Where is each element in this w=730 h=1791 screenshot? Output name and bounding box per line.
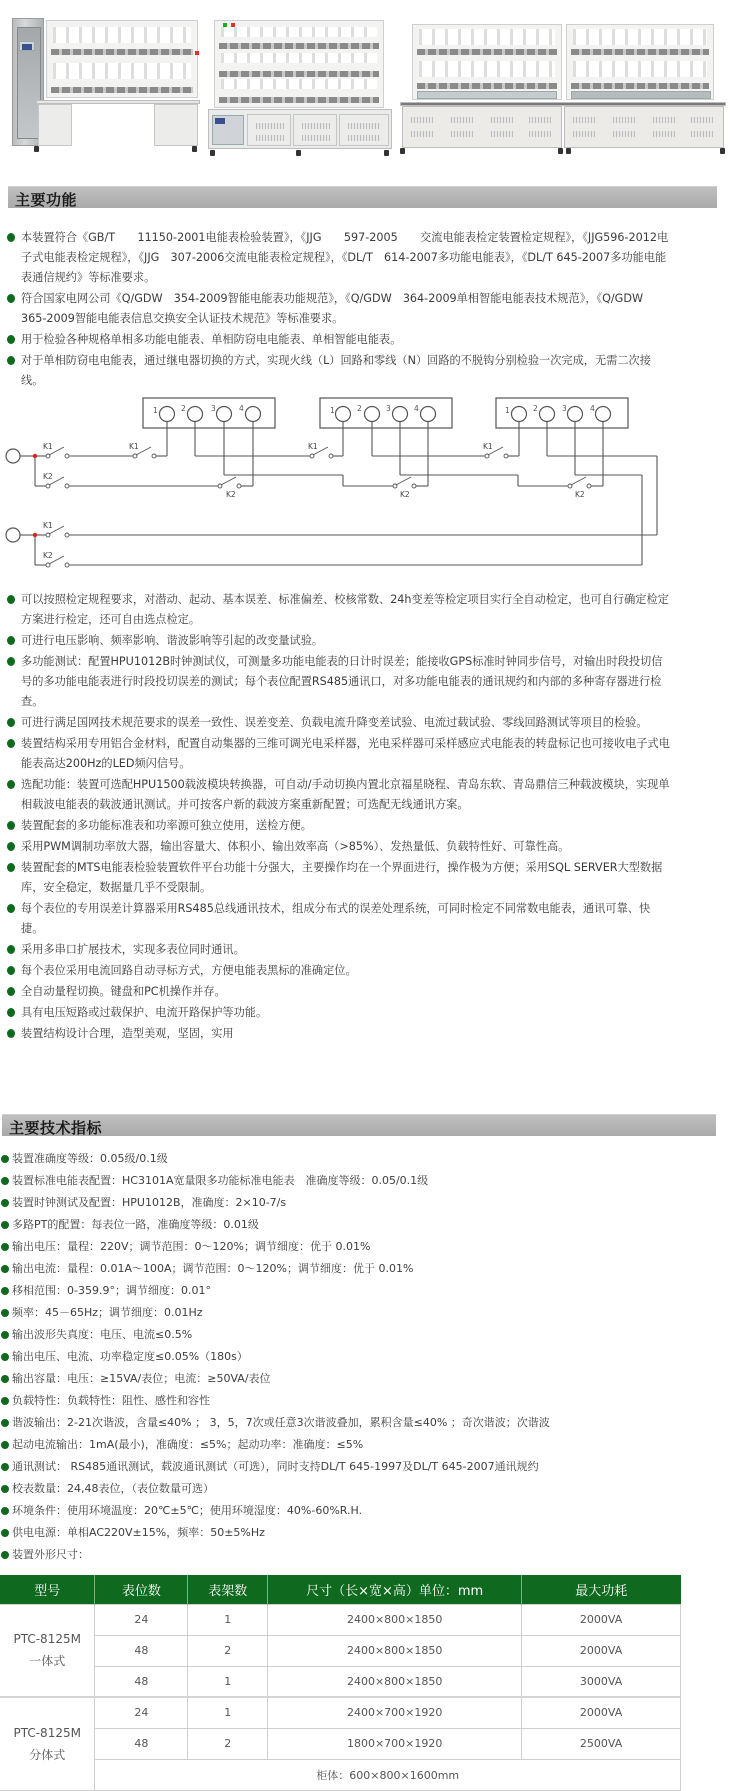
- bullet-icon: [1, 1221, 9, 1229]
- bullet-icon: [1, 1397, 9, 1405]
- svg-text:3: 3: [386, 404, 391, 413]
- bullet-icon: [1, 1485, 9, 1493]
- spec-list: [0, 1148, 720, 1566]
- feature-item: 装置结构设计合理，造型美观，坚固，实用: [5, 1024, 670, 1044]
- model-cell: PTC-8125M 一体式: [0, 1604, 95, 1697]
- bullet-icon: [1, 1441, 9, 1449]
- table-row: PTC-8125M 分体式 24 1 2400×700×1920 2000VA: [0, 1697, 681, 1728]
- bullet-icon: [7, 335, 15, 344]
- svg-text:2: 2: [357, 404, 362, 413]
- header-racks: 表架数: [188, 1575, 268, 1604]
- svg-text:3: 3: [562, 404, 567, 413]
- product-photo-3: [400, 14, 726, 154]
- section-title: 主要技术指标: [9, 1119, 103, 1137]
- feature-item: 装置配套的多功能标准表和功率源可独立使用，送检方便。: [5, 816, 670, 836]
- table-row: 48 2 2400×800×1850 2000VA: [0, 1635, 681, 1666]
- spec-item: 负载特性：负载特性：阻性、感性和容性: [0, 1390, 720, 1412]
- spec-item: 环境条件：使用环境温度：20℃±5℃；使用环境湿度：40%-60%R.H.: [0, 1500, 720, 1522]
- bullet-icon: [1, 1375, 9, 1383]
- bullet-icon: [7, 636, 15, 645]
- bullet-icon: [7, 739, 15, 748]
- bullet-icon: [1, 1265, 9, 1273]
- feature-item: 全自动量程切换。键盘和PC机操作并存。: [5, 982, 670, 1002]
- bullet-icon: [1, 1199, 9, 1207]
- spec-item: 谐波输出：2-21次谐波，含量≤40% ； 3，5，7次或任意3次谐波叠加，累积含量≤40% ；奇次谐波；次谐波: [0, 1412, 720, 1434]
- feature-item: 采用PWM调制功率放大器，输出容量大、体积小、输出效率高（>85%）、发热量低、负载特性好、可靠性高。: [5, 837, 670, 857]
- junction-dot: [33, 454, 37, 458]
- feature-item: 用于检验各种规格单相多功能电能表、单相防窃电电能表、单相智能电能表。: [5, 330, 670, 350]
- bullet-icon: [1, 1551, 9, 1559]
- bullet-icon: [7, 718, 15, 727]
- cabinet-size-cell: 柜体：600×800×1600mm: [95, 1759, 681, 1790]
- bullet-icon: [1, 1155, 9, 1163]
- bullet-icon: [7, 945, 15, 954]
- spec-item: 输出容量：电压：≥15VA/表位；电流：≥50VA/表位: [0, 1368, 720, 1390]
- feature-item: 每个表位的专用误差计算器采用RS485总线通讯技术，组成分布式的误差处理系统，可同时检定不同常数电能表，通讯可靠、快捷。: [5, 899, 670, 939]
- spec-item: 通讯测试： RS485通讯测试，载波通讯测试（可选），同时支持DL/T 645-1997及DL/T 645-2007通讯规约: [0, 1456, 720, 1478]
- table-row: PTC-8125M 一体式 24 1 2400×800×1850 2000VA: [0, 1604, 681, 1635]
- dimensions-table: [0, 1575, 681, 1791]
- header-size: 尺寸（长×宽×高）单位：mm: [268, 1575, 522, 1604]
- section-header-features: [8, 186, 717, 208]
- feature-item: 装置配套的MTS电能表检验装置软件平台功能十分强大，主要操作均在一个界面进行，操作极为方便；采用SQL SERVER大型数据库，安全稳定，数据量几乎不受限制。: [5, 858, 670, 898]
- spec-item: 输出电压：量程：220V；调节范围：0～120%；调节细度：优于 0.01%: [0, 1236, 720, 1258]
- bullet-icon: [7, 1008, 15, 1017]
- svg-text:4: 4: [414, 404, 419, 413]
- meter-frame-right: [566, 24, 714, 100]
- svg-text:K1: K1: [308, 442, 318, 451]
- bullet-icon: [1, 1529, 9, 1537]
- spec-item: 供电电源：单相AC220V±15%，频率：50±5%Hz: [0, 1522, 720, 1544]
- spec-item: 起动电流输出：1mA(最小)，准确度：≤5%；起动功率：准确度：≤5%: [0, 1434, 720, 1456]
- feature-item: 采用多串口扩展技术，实现多表位同时通讯。: [5, 940, 670, 960]
- bullet-icon: [1, 1331, 9, 1339]
- bullet-icon: [7, 294, 15, 303]
- svg-text:4: 4: [590, 404, 595, 413]
- spec-item: 装置标准电能表配置：HC3101A宽量限多功能标准电能表 准确度等级：0.05/0.1级: [0, 1170, 720, 1192]
- spec-item: 装置时钟测试及配置：HPU1012B，准确度：2×10-7/s: [0, 1192, 720, 1214]
- spec-item: 输出电压、电流、功率稳定度≤0.05%（180s）: [0, 1346, 720, 1368]
- meter-frame-left: [412, 24, 562, 100]
- relay-switching-circuit-diagram: [0, 395, 730, 575]
- svg-text:K1: K1: [483, 442, 493, 451]
- feature-item: 可进行满足国网技术规范要求的误差一致性、误差变差、负载电流升降变差试验、电流过载试验、零线回路测试等项目的检验。: [5, 713, 670, 733]
- spec-item: 输出波形失真度：电压、电流≤0.5%: [0, 1324, 720, 1346]
- bullet-icon: [7, 1029, 15, 1038]
- spec-item: 装置外形尺寸：: [0, 1544, 720, 1566]
- feature-item: 本装置符合《GB/T 11150-2001电能表检验装置》，《JJG 597-2005 交流电能表检定装置检定规程》，《JJG596-2012电子式电能表检定规程》，《JJG 307-2006交流电能表检定规程》，《DL/T 614-2007多功能电能表》，《DL/T 645-2007多功能电能表通信规约》等标准要求。: [5, 228, 670, 288]
- feature-item: 选配功能：装置可选配HPU1500载波模块转换器，可自动/手动切换内置北京福星晓程、青岛东软、青岛鼎信三种载波模块，实现单相载波电能表的载波通讯测试。并可按客户新的载波方案重新配置；可选配无线通讯方案。: [5, 775, 670, 815]
- header-power: 最大功耗: [522, 1575, 681, 1604]
- bullet-icon: [7, 904, 15, 913]
- svg-text:3: 3: [211, 404, 216, 413]
- svg-text:1: 1: [330, 406, 335, 415]
- section-title: 主要功能: [15, 191, 78, 209]
- meter-frame: [214, 20, 384, 108]
- spec-item: 多路PT的配置：每表位一路，准确度等级：0.01级: [0, 1214, 720, 1236]
- bullet-icon: [7, 356, 15, 365]
- bullet-icon: [7, 966, 15, 975]
- junction-dot: [33, 533, 37, 537]
- product-photo-1: [12, 14, 202, 154]
- svg-text:K2: K2: [43, 472, 53, 481]
- header-positions: 表位数: [95, 1575, 188, 1604]
- table-row: 48 2 1800×700×1920 2500VA: [0, 1728, 681, 1759]
- bullet-icon: [1, 1463, 9, 1471]
- bullet-icon: [1, 1177, 9, 1185]
- feature-list-bottom: [5, 590, 670, 1044]
- product-photo-strip: [0, 14, 730, 154]
- feature-item: 可进行电压影响、频率影响、谐波影响等引起的改变量试验。: [5, 631, 670, 651]
- feature-list-top: [5, 228, 670, 391]
- table-row: 48 1 2400×800×1850 3000VA: [0, 1666, 681, 1697]
- svg-text:K2: K2: [43, 551, 53, 560]
- bullet-icon: [7, 821, 15, 830]
- svg-text:2: 2: [533, 404, 538, 413]
- bullet-icon: [1, 1419, 9, 1427]
- feature-item: 可以按照检定规程要求，对潜动、起动、基本误差、标准偏差、校核常数、24h变差等检定项目实行全自动检定，也可自行确定检定方案进行检定，还可自由选点检定。: [5, 590, 670, 630]
- table-header-row: [0, 1575, 681, 1604]
- table-footer-row: [0, 1759, 681, 1790]
- bullet-icon: [7, 595, 15, 604]
- feature-item: 具有电压短路或过载保护、电流开路保护等功能。: [5, 1003, 670, 1023]
- section-header-specs: [2, 1114, 716, 1136]
- spec-item: 移相范围：0-359.9°；调节细度：0.01°: [0, 1280, 720, 1302]
- svg-text:K1: K1: [43, 521, 53, 530]
- svg-text:K2: K2: [226, 490, 236, 499]
- meter-frame: [46, 20, 198, 98]
- bullet-icon: [1, 1507, 9, 1515]
- svg-text:K1: K1: [43, 442, 53, 451]
- spec-item: 频率：45－65Hz；调节细度：0.01Hz: [0, 1302, 720, 1324]
- model-cell: PTC-8125M 分体式: [0, 1697, 95, 1790]
- bullet-icon: [7, 863, 15, 872]
- feature-item: 对于单相防窃电电能表，通过继电器切换的方式，实现火线（L）回路和零线（N）回路的不脱钩分别检验一次完成，无需二次接线。: [5, 351, 670, 391]
- spec-item: 校表数量：24,48表位，（表位数量可选）: [0, 1478, 720, 1500]
- spec-item: 输出电流：量程：0.01A～100A；调节范围：0～120%；调节细度：优于 0.01%: [0, 1258, 720, 1280]
- svg-text:4: 4: [239, 404, 244, 413]
- bullet-icon: [1, 1309, 9, 1317]
- svg-text:2: 2: [181, 404, 186, 413]
- bullet-icon: [7, 780, 15, 789]
- bullet-icon: [1, 1353, 9, 1361]
- svg-text:1: 1: [505, 406, 510, 415]
- bullet-icon: [7, 987, 15, 996]
- bullet-icon: [7, 842, 15, 851]
- bullet-icon: [7, 233, 15, 242]
- svg-text:K2: K2: [400, 490, 410, 499]
- feature-item: 每个表位采用电流回路自动寻标方式，方便电能表黑标的准确定位。: [5, 961, 670, 981]
- feature-item: 符合国家电网公司《Q/GDW 354-2009智能电能表功能规范》，《Q/GDW 364-2009单相智能电能表技术规范》，《Q/GDW 365-2009智能电能表信息交换安全认证技术规范》等标准要求。: [5, 289, 670, 329]
- svg-text:K2: K2: [575, 490, 585, 499]
- spec-item: 装置准确度等级：0.05级/0.1级: [0, 1148, 720, 1170]
- bullet-icon: [1, 1287, 9, 1295]
- bullet-icon: [7, 657, 15, 666]
- feature-item: 多功能测试：配置HPU1012B时钟测试仪，可测量多功能电能表的日计时误差；能接收GPS标准时钟同步信号，对输出时段投切信号的多功能电能表进行时段投切误差的测试；每个表位配置RS485通讯口，对多功能电能表的通讯规约和内部的多种寄存器进行检查。: [5, 652, 670, 712]
- svg-text:K1: K1: [129, 442, 139, 451]
- bullet-icon: [1, 1243, 9, 1251]
- header-model: 型号: [0, 1575, 95, 1604]
- feature-item: 装置结构采用专用铝合金材料，配置自动集器的三维可调光电采样器，光电采样器可采样感应式电能表的转盘标记也可接收电子式电能表高达200Hz的LED频闪信号。: [5, 734, 670, 774]
- product-photo-2: [208, 14, 392, 154]
- svg-text:1: 1: [153, 406, 158, 415]
